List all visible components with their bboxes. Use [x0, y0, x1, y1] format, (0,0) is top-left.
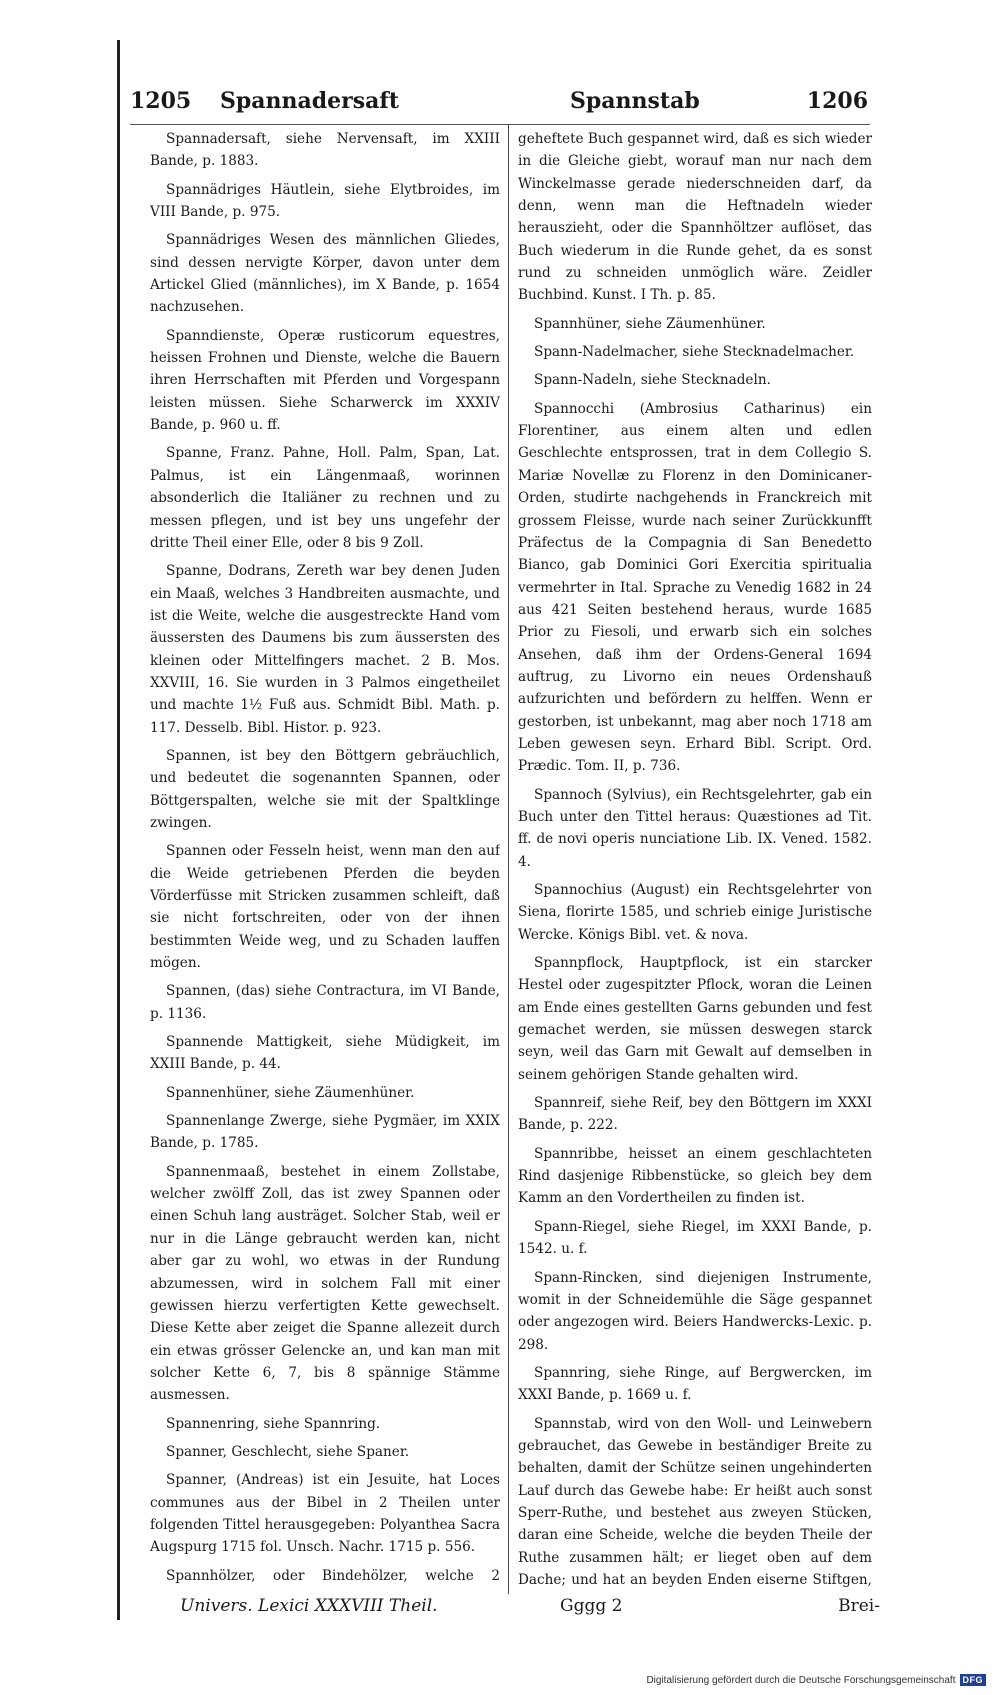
dfg-logo: DFG [960, 1674, 987, 1686]
dictionary-entry: Spannenmaaß, bestehet in einem Zollstabe, welcher zwölff Zoll, das ist zwey Spannen oder einen Schuh lang austräget. Solcher Stab, weil er nur in die Länge gebraucht werden kan, nicht aber gar zu wohl, wo etwas in der Rundung abzumessen, wird in solchem Fall mit einer gewissen hierzu verfertigten Kette gewechselt. Diese Kette aber zeiget die Spanne allezeit durch ein etwas grösser Gelencke an, und kan man mit solcher Kette 6, 7, bis 8 spännige Stämme ausmessen. [150, 1163, 500, 1404]
dictionary-entry: Spannoch (Sylvius), ein Rechtsgelehrter, gab ein Buch unter den Tittel heraus: Quæstiones ad Tit. ff. de novi operis nunciatione Lib. IX. Vened. 1582. 4. [518, 786, 872, 870]
dictionary-entry: Spannenlange Zwerge, siehe Pygmäer, im XXIX Bande, p. 1785. [150, 1113, 500, 1152]
dictionary-entry: Spannring, siehe Ringe, auf Bergwercken, im XXXI Bande, p. 1669 u. f. [518, 1364, 872, 1404]
dictionary-entry: Spanne, Dodrans, Zereth war bey denen Juden ein Maaß, welches 3 Handbreiten ausmachte, und ist die Weite, welche die ausgestreckte Hand vom äussersten des Daumens bis zum äussersten des kleinen oder Mittelfingers machet. 2 B. Mos. XXVIII, 16. Sie wurden in 3 Palmos eingetheilet und machte 1½ Fuß aus. Schmidt Bibl. Math. p. 117. Desselb. Bibl. Histor. p. 923. [150, 563, 500, 736]
dictionary-entry: Spann-Riegel, siehe Riegel, im XXXI Bande, p. 1542. u. f. [518, 1218, 872, 1258]
dictionary-entry: Spannenring, siehe Spannring. [166, 1415, 381, 1432]
page-footer [180, 1596, 880, 1622]
page-number-right: 1206 [806, 88, 868, 114]
dictionary-entry-continued: geheftete Buch gespannet wird, daß es sich wieder in die Gleiche giebt, worauf man nur nach dem Winckelmasse gerade niederschneiden darf, da denn, wenn man die Heftnadeln wieder herauszieht, oder die Spannhöltzer auflöset, das Buch wiederum in die Runde gehet, da es sonst rund zu schneiden unmöglich wäre. Zeidler Buchbind. Kunst. I Th. p. 85. [518, 131, 872, 304]
dictionary-entry: Spannenhüner, siehe Zäumenhüner. [166, 1084, 415, 1101]
footer-volume-title: Univers. Lexici XXXVIII Theil. [180, 1596, 438, 1616]
dictionary-entry: Spannribbe, heisset an einem geschlachteten Rind dasjenige Ribbenstücke, so gleich bey dem Kamm an den Vordertheilen zu finden ist. [518, 1145, 872, 1207]
dictionary-entry: Spannhölzer, oder Bindehölzer, welche 2 [166, 1567, 500, 1584]
dictionary-entry: Spann-Nadeln, siehe Stecknadeln. [534, 372, 771, 389]
footer-catchword: Brei- [838, 1596, 880, 1616]
running-header [130, 88, 868, 124]
left-column [150, 128, 500, 1588]
dictionary-entry: Spannreif, siehe Reif, bey den Böttgern im XXXI Bande, p. 222. [518, 1095, 872, 1134]
page-number-left: 1205 [130, 88, 192, 114]
dictionary-entry: Spannädriges Wesen des männlichen Gliedes, sind dessen nervigte Körper, davon unter dem Artickel Glied (männliches), im X Bande, p. 1654 nachzusehen. [150, 232, 500, 316]
dictionary-entry: Spannocchi (Ambrosius Catharinus) ein Florentiner, aus einem alten und edlen Geschlechte entsprossen, trat in dem Collegio S. Mariæ Novellæ zu Florenz in den Dominicaner-Orden, studirte nachgehends in Franckreich mit grossem Fleisse, wurde nach seiner Zurückkunfft Präfectus de la Compagnia di San Benedetto Bianco, gab Dominici Gori Exercitia spiritualia vermehrter in Ital. Sprache zu Venedig 1682 in 24 aus 421 Seiten bestehend heraus, wurde 1685 Prior zu Fiesoli, und erwarb sich ein solches Ansehen, daß ihm der Ordens-General 1694 auftrug, zu Livorno ein neues Ordenshauß aufzurichten und befördern zu helffen. Wenn er gestorben, ist unbekannt, mag aber noch 1718 am Leben gewesen seyn. Erhard Bibl. Script. Ord. Prædic. Tom. II, p. 736. [518, 400, 872, 775]
running-title-right: Spannstab [570, 88, 700, 114]
column-divider [508, 124, 509, 1594]
page-spine-shadow [117, 40, 120, 1620]
dictionary-entry: Spanne, Franz. Pahne, Holl. Palm, Span, Lat. Palmus, ist ein Längenmaaß, worinnen absonderlich die Italiäner zu rechnen und zu messen pflegen, und ist bey uns ungefehr der dritte Theil einer Elle, oder 8 bis 9 Zoll. [150, 445, 500, 551]
dictionary-entry: Spann-Rincken, sind diejenigen Instrumente, womit in der Schneidemühle die Säge gespannet oder angezogen wird. Beiers Handwercks-Lexic. p. 298. [518, 1269, 872, 1353]
digitization-credit [646, 1671, 986, 1689]
dictionary-entry: Spannpflock, Hauptpflock, ist ein starcker Hestel oder zugespitzter Pflock, woran die Leinen am Ende eines gestellten Garns gebunden und fest gemachet werden, sie müssen deswegen starck seyn, weil das Garn mit Gewalt auf demselben in seinem gehörigen Stande gehalten wird. [518, 955, 872, 1083]
right-column [518, 128, 872, 1588]
dictionary-entry: Spannochius (August) ein Rechtsgelehrter von Siena, florirte 1585, und schrieb einige Juristische Wercke. Königs Bibl. vet. & nova. [518, 882, 872, 943]
dictionary-entry: Spannen, ist bey den Böttgern gebräuchlich, und bedeutet die sogenannten Spannen, oder Böttgerspalten, welche sie mit der Spaltklinge zwingen. [150, 747, 500, 831]
footer-signature: Gggg 2 [560, 1596, 623, 1616]
dictionary-entry: Spannen oder Fesseln heist, wenn man den auf die Weide getriebenen Pferden die beyden Vörderfüsse mit Stricken zusammen schleift, daß sie nicht fortschreiten, oder von der ihnen bestimmten Weide weg, und zu Schaden lauffen mögen. [150, 843, 500, 972]
dictionary-entry: Spannadersaft, siehe Nervensaft, im XXIII Bande, p. 1883. [150, 131, 500, 170]
running-title-left: Spannadersaft [220, 88, 400, 114]
dictionary-entry: Spann-Nadelmacher, siehe Stecknadelmacher. [534, 344, 855, 361]
dictionary-entry: Spannhüner, siehe Zäumenhüner. [534, 315, 766, 332]
dictionary-entry: Spannstab, wird von den Woll- und Leinwebern gebrauchet, das Gewebe in beständiger Breite zu behalten, damit der Schütze seinen ungehinderten Lauf durch das Gewebe habe: Er heißt auch sonst Sperr-Ruthe, und bestehet aus zweyen Stücken, daran eine Scheide, welche die beyden Theile der Ruthe zusammen hält; er lieget oben auf dem Dache; und hat an beyden Enden eiserne Stiftgen, [518, 1415, 872, 1588]
dictionary-entry: Spannende Mattigkeit, siehe Müdigkeit, im XXIII Bande, p. 44. [150, 1034, 500, 1073]
header-rule [130, 124, 870, 125]
dictionary-entry: Spanner, Geschlecht, siehe Spaner. [166, 1443, 410, 1460]
credit-text: Digitalisierung gefördert durch die Deutsche Forschungsgemeinschaft [646, 1674, 956, 1686]
dictionary-entry: Spannen, (das) siehe Contractura, im VI Bande, p. 1136. [150, 983, 500, 1022]
dictionary-entry: Spannädriges Häutlein, siehe Elytbroides, im VIII Bande, p. 975. [150, 181, 500, 221]
dictionary-entry: Spanner, (Andreas) ist ein Jesuite, hat Loces communes aus der Bibel in 2 Theilen unter folgenden Tittel herausgegeben: Polyanthea Sacra Augspurg 1715 fol. Unsch. Nachr. 1715 p. 556. [150, 1472, 500, 1556]
dictionary-entry: Spanndienste, Operæ rusticorum equestres, heissen Frohnen und Dienste, welche die Bauern ihren Herrschaften mit Pferden und Vorgespann leisten müssen. Siehe Scharwerck im XXXIV Bande, p. 960 u. ff. [150, 327, 500, 434]
